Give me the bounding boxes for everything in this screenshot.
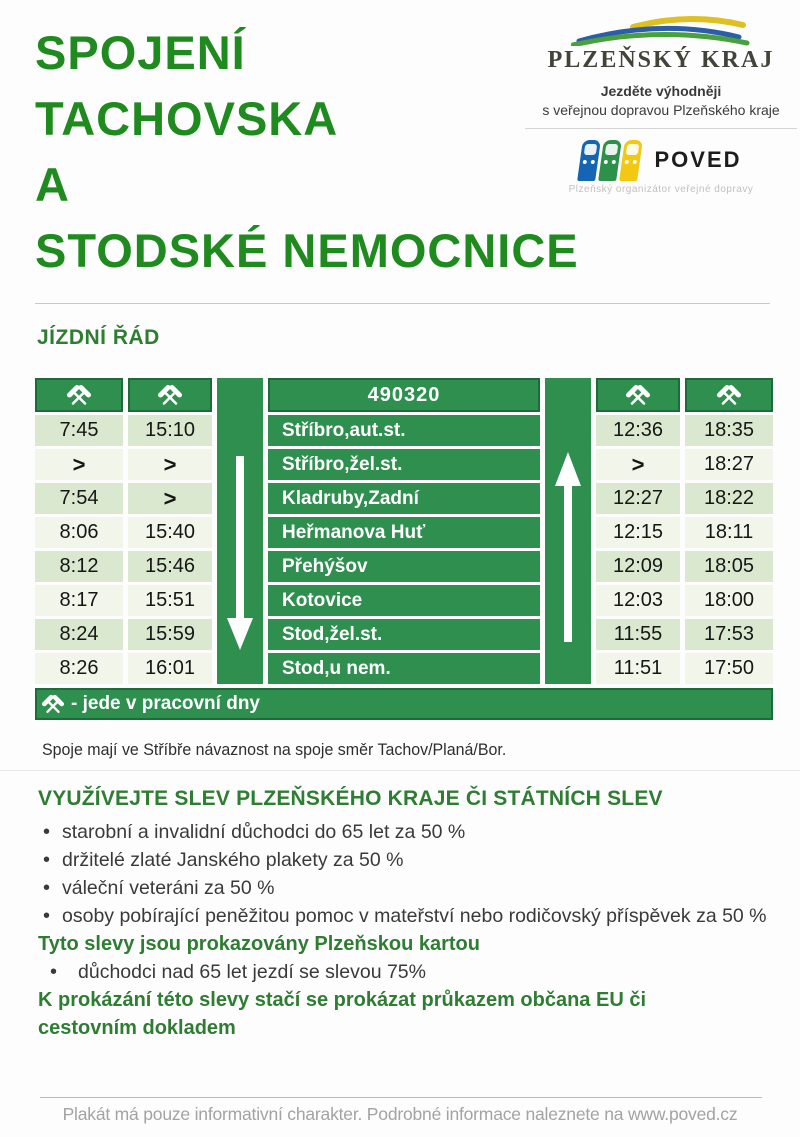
depart-column-2 [128,378,212,684]
time-cell: 15:46 [128,551,212,582]
eu-note: K prokázání této slevy stačí se prokázat průkazem občana EU či cestovním dokladem [38,989,647,1039]
station-cell: Stod,žel.st. [268,619,540,650]
time-cell: 12:36 [596,415,680,446]
operator-vehicles-icon [580,140,640,181]
discounts-section [38,787,783,1042]
time-cell: 8:12 [35,551,123,582]
title-line-1: SPOJENÍ [35,26,246,79]
time-cell: 18:27 [685,449,773,480]
region-logo-arcs-icon [571,14,751,46]
time-cell: 18:35 [685,415,773,446]
time-cell: 18:00 [685,585,773,616]
time-cell: 7:45 [35,415,123,446]
arrow-down-icon [217,378,263,684]
time-cell: 11:51 [596,653,680,684]
station-cell: Kladruby,Zadní [268,483,540,514]
time-cell: 8:17 [35,585,123,616]
timetable-note: Spoje mají ve Stříbře návaznost na spoje směr Tachov/Planá/Bor. [42,740,507,759]
station-column [268,378,540,684]
workdays-header-cell-4 [685,378,773,412]
card-discount-list [38,958,783,986]
route-number: 490320 [268,378,540,412]
time-cell: 16:01 [128,653,212,684]
time-cell: 18:05 [685,551,773,582]
time-cell: 17:50 [685,653,773,684]
discounts-list [38,818,783,930]
brand-divider [525,128,797,129]
time-cell: 8:26 [35,653,123,684]
discount-item: • váleční veteráni za 50 % [38,874,783,902]
work-days-icon [717,383,741,407]
timetable-section-title: JÍZDNÍ ŘÁD [37,326,160,349]
workdays-header-cell-3 [596,378,680,412]
time-cell: 12:09 [596,551,680,582]
time-cell: > [128,449,212,480]
return-column-2 [685,378,773,684]
time-cell: > [35,449,123,480]
bus-icon-yellow [620,140,644,181]
time-cell: 15:59 [128,619,212,650]
station-cell: Stříbro,aut.st. [268,415,540,446]
workdays-header-cell-1 [35,378,123,412]
discounts-heading: VYUŽÍVEJTE SLEV PLZEŇSKÉHO KRAJE ČI STÁTNÍCH SLEV [38,787,663,810]
discount-item: • starobní a invalidní důchodci do 65 let za 50 % [38,818,783,846]
time-cell: 18:22 [685,483,773,514]
time-cell: 12:15 [596,517,680,548]
header-divider [35,303,770,304]
time-cell: 18:11 [685,517,773,548]
title-line-3: A [35,158,70,211]
legend-text: - jede v pracovní dny [71,693,260,714]
direction-down-column [217,378,263,684]
station-cell: Kotovice [268,585,540,616]
time-cell: 8:06 [35,517,123,548]
work-days-icon [42,693,64,715]
time-cell: > [128,483,212,514]
poster-title [35,20,579,284]
arrow-up-icon [545,378,591,684]
operator-logo [525,138,797,182]
time-cell: 12:03 [596,585,680,616]
time-cell: > [596,449,680,480]
timetable-legend [35,688,773,720]
time-cell: 15:10 [128,415,212,446]
return-column-1 [596,378,680,684]
workdays-header-cell-2 [128,378,212,412]
slogan-line-2: s veřejnou dopravou Plzeňského kraje [542,102,780,118]
branding-block [525,14,797,195]
work-days-icon [626,383,650,407]
note-divider [0,770,800,771]
discount-item: • držitelé zlaté Janského plakety za 50 % [38,846,783,874]
station-cell: Stod,u nem. [268,653,540,684]
bus-icon-blue [578,140,602,181]
timetable [35,378,773,684]
work-days-icon [158,383,182,407]
time-cell: 15:51 [128,585,212,616]
station-cell: Přehýšov [268,551,540,582]
time-cell: 15:40 [128,517,212,548]
discount-item: • důchodci nad 65 let jezdí se slevou 75% [38,958,783,986]
time-cell: 8:24 [35,619,123,650]
direction-up-column [545,378,591,684]
work-days-icon [67,383,91,407]
time-cell: 11:55 [596,619,680,650]
bus-icon-green [599,140,623,181]
time-cell: 17:53 [685,619,773,650]
operator-name: POVED [654,147,742,172]
region-logo-name: PLZEŇSKÝ KRAJ [547,47,775,73]
station-cell: Stříbro,žel.st. [268,449,540,480]
discount-item: • osoby pobírající peněžitou pomoc v mateřství nebo rodičovský příspěvek za 50 % [38,902,783,930]
title-line-2: TACHOVSKA [35,92,339,145]
time-cell: 7:54 [35,483,123,514]
card-note: Tyto slevy jsou prokazovány Plzeňskou kartou [38,933,480,955]
time-cell: 12:27 [596,483,680,514]
footer-text: Plakát má pouze informativní charakter. Podrobné informace naleznete na www.poved.cz [62,1104,738,1124]
slogan-line-1: Jezděte výhodněji [600,83,722,99]
station-cell: Heřmanova Huť [268,517,540,548]
footer-divider [40,1097,762,1098]
title-line-4: STODSKÉ NEMOCNICE [35,224,579,277]
operator-subtitle: Plzeňský organizátor veřejné dopravy [568,184,754,195]
depart-column-1 [35,378,123,684]
